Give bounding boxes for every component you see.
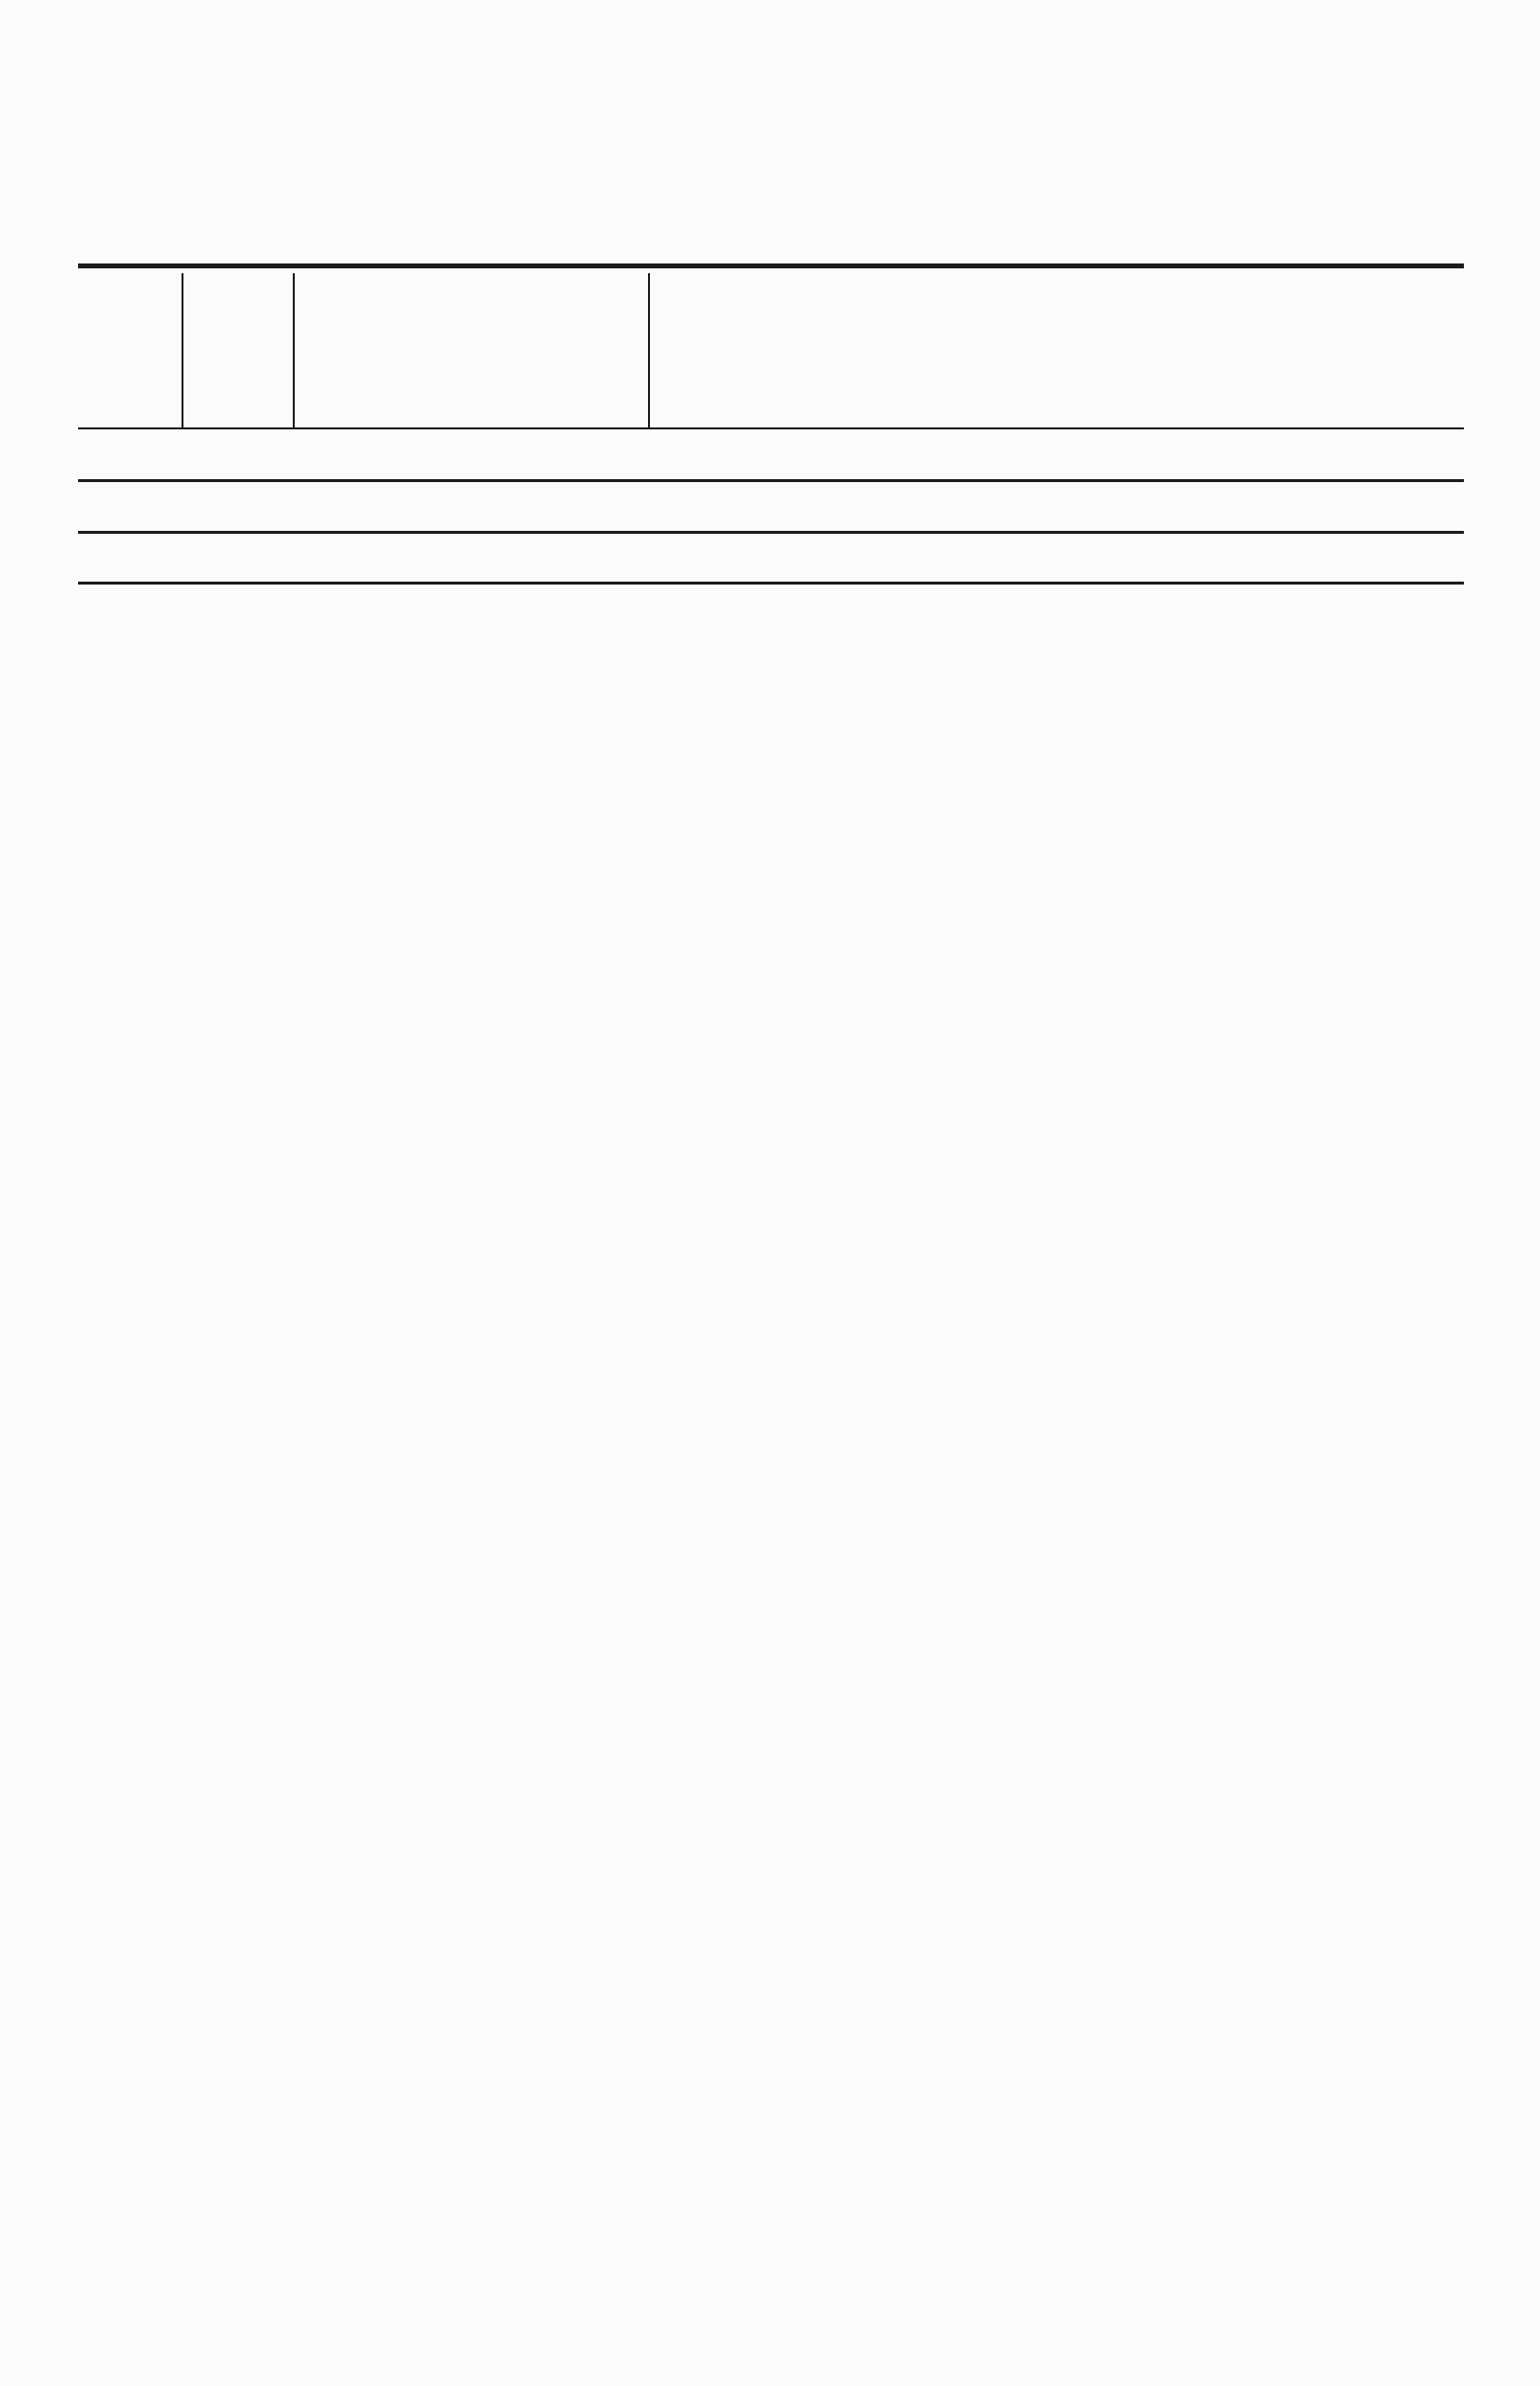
header-bottom-rule <box>78 427 1464 429</box>
header-divider <box>182 273 183 427</box>
row-rule <box>78 479 1464 482</box>
header-divider <box>648 273 650 427</box>
table-top-rule <box>78 263 1464 268</box>
row-rule <box>78 582 1464 585</box>
row-rule <box>78 531 1464 534</box>
header-divider <box>293 273 295 427</box>
